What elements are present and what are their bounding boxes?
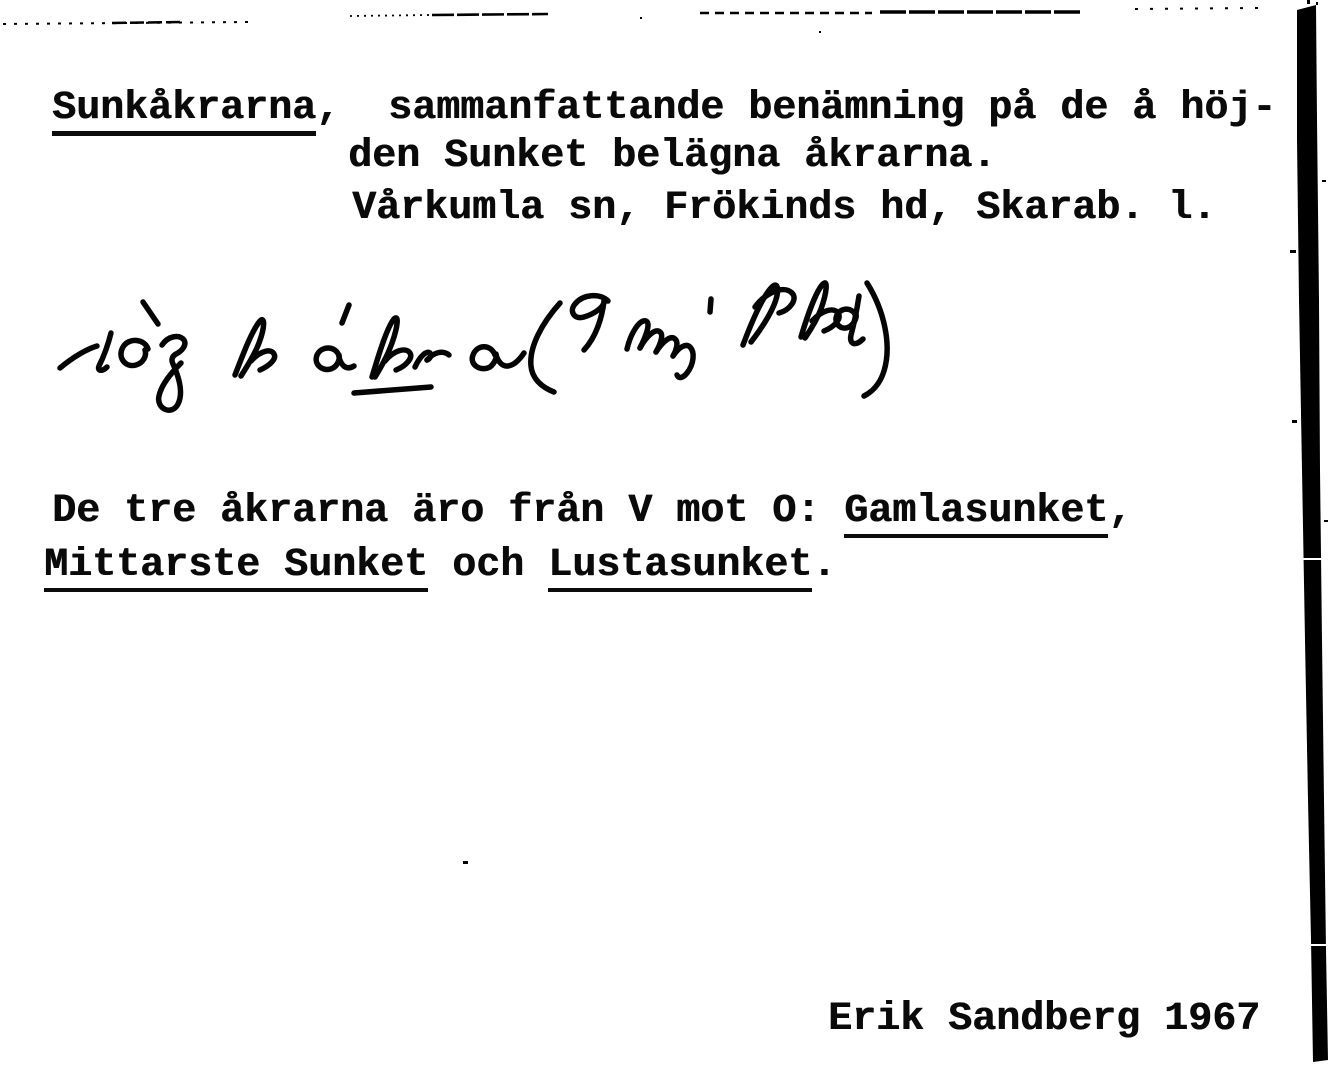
head-line-3: Vårkumla sn, Frökinds hd, Skarab. l. <box>352 186 1217 231</box>
head-line-1-rest: , sammanfattande benämning på de å höj- <box>316 86 1277 131</box>
body-line-2 <box>44 543 837 588</box>
body-line-2-suffix: . <box>812 543 837 588</box>
name-mittarste-sunket: Mittarste Sunket <box>44 543 428 592</box>
body-line-1-prefix: De tre åkrarna äro från V mot O: <box>52 489 845 534</box>
signature-line: Erik Sandberg 1967 <box>828 997 1261 1042</box>
handwritten-annotation <box>55 265 900 425</box>
head-line-2: den Sunket belägna åkrarna. <box>348 134 997 179</box>
body-line-1-suffix: , <box>1108 489 1133 534</box>
body-line-2-middle: och <box>428 543 549 588</box>
name-lustasunket: Lustasunket <box>548 543 812 592</box>
body-line-1 <box>52 489 1133 534</box>
name-gamlasunket: Gamlasunket <box>844 489 1108 538</box>
head-line-1 <box>52 86 1277 131</box>
headword-underlined: Sunkåkrarna <box>52 86 316 136</box>
